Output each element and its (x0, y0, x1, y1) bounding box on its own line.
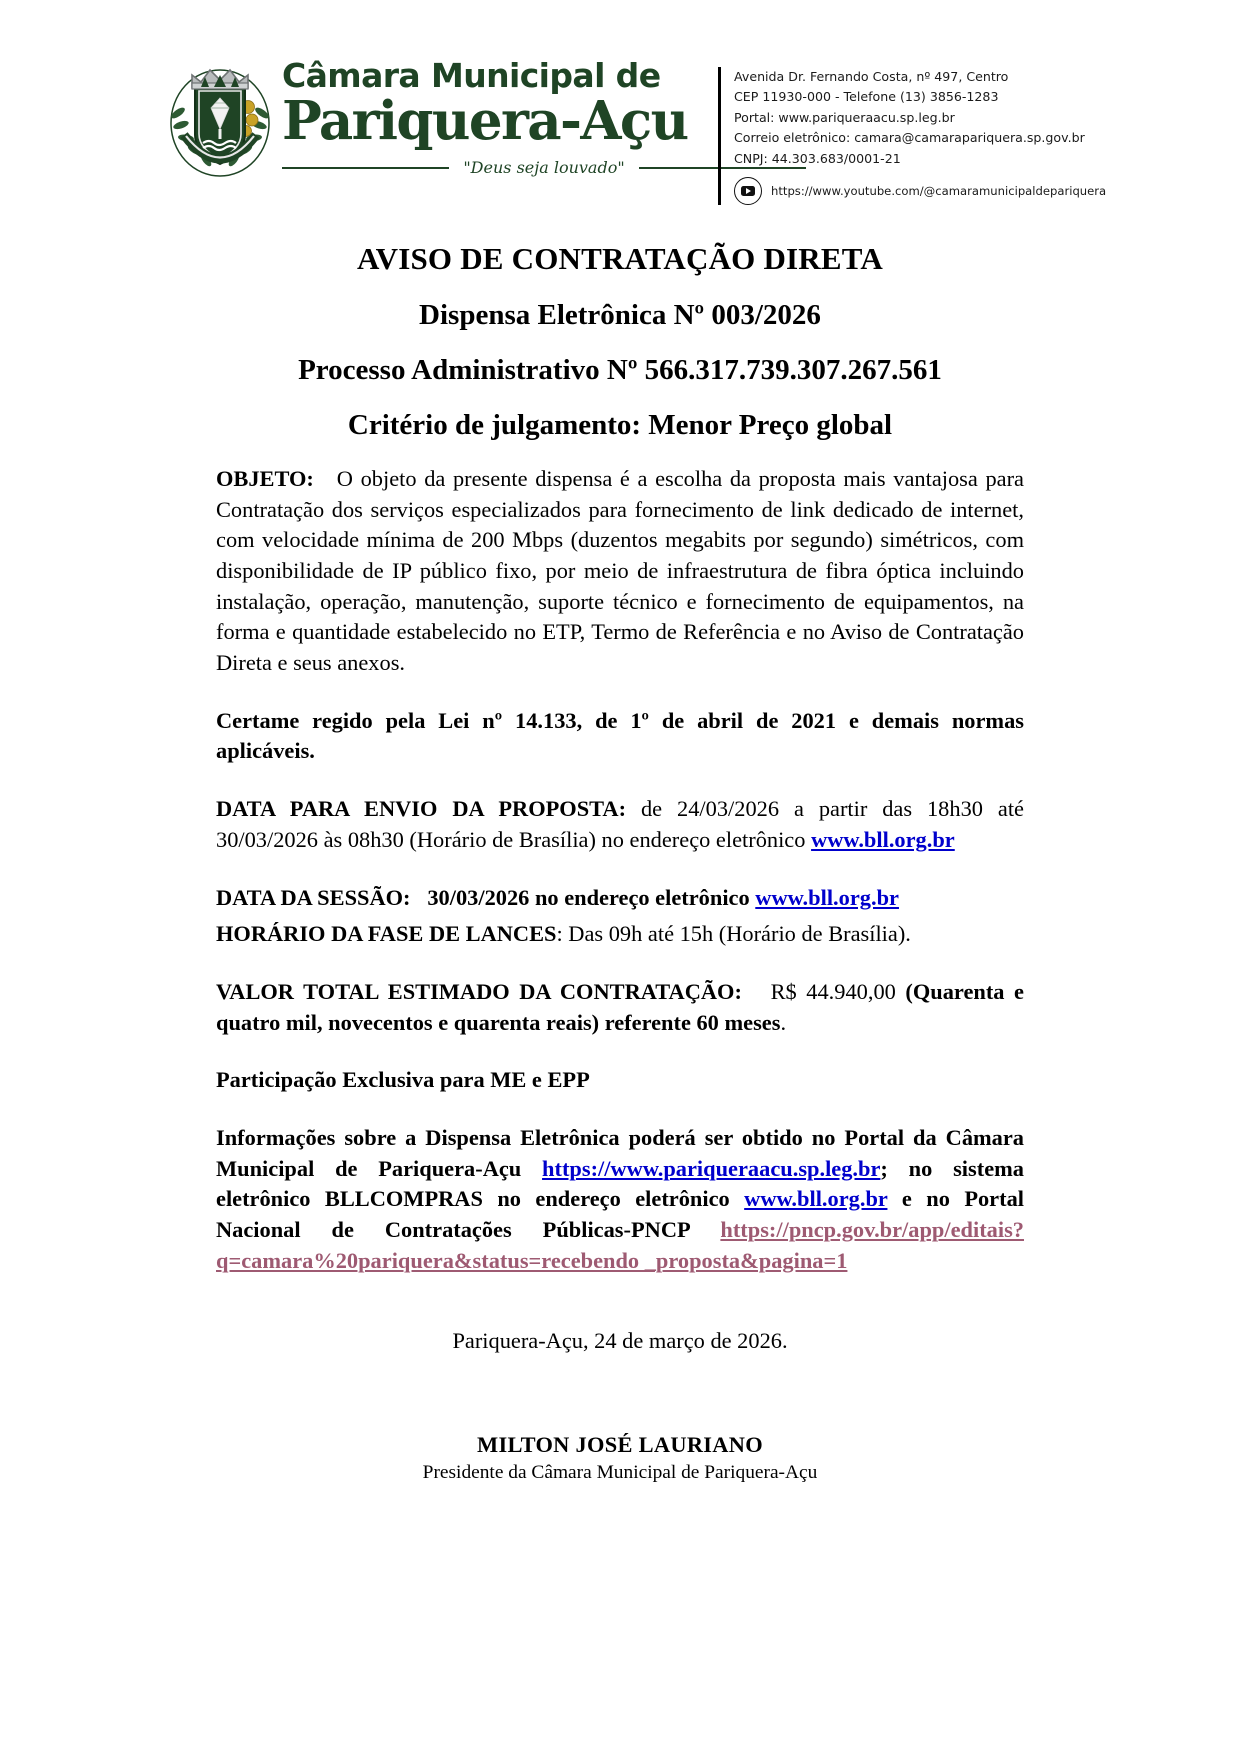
portal-camara-link[interactable]: https://www.pariqueraacu.sp.leg.br (542, 1155, 881, 1181)
objeto-label: OBJETO: (216, 465, 314, 491)
paragraph-sessao (216, 883, 1024, 914)
valor-end: . (780, 1009, 787, 1035)
subtitle-dispensa: Dispensa Eletrônica Nº 003/2026 (419, 298, 821, 331)
paragraph-informacoes (216, 1123, 1024, 1276)
subtitle-processo: Processo Administrativo Nº 566.317.739.307.267.561 (298, 353, 942, 386)
paragraph-valor (216, 977, 1024, 1038)
paragraph-envio-proposta (216, 794, 1024, 855)
youtube-url[interactable]: https://www.youtube.com/@camaramunicipaldepariquera (771, 183, 1107, 198)
signer-role: Presidente da Câmara Municipal de Pariquera-Açu (422, 1462, 818, 1484)
envio-label: DATA PARA ENVIO DA PROPOSTA: (216, 796, 627, 822)
lances-label: HORÁRIO DA FASE DE LANCES (216, 921, 557, 947)
sessao-text: 30/03/2026 no endereço eletrônico (427, 884, 750, 910)
envio-bll-link[interactable]: www.bll.org.br (811, 826, 955, 852)
info-part-1: Informações sobre a Dispensa Eletrônica poderá ser obtido no Portal da Câmara Municipal de Pariquera-Açu (216, 1124, 1024, 1181)
page-title: AVISO DE CONTRATAÇÃO DIRETA (357, 240, 883, 276)
motto-text: "Deus seja louvado" (463, 158, 625, 178)
place-and-date: Pariquera-Açu, 24 de março de 2026. (452, 1328, 788, 1354)
brand-line-1: Câmara Municipal de (282, 56, 661, 95)
sessao-bll-link[interactable]: www.bll.org.br (755, 884, 899, 910)
signature-block (216, 1432, 1024, 1484)
letterhead (0, 0, 1240, 205)
pncp-link[interactable]: https://pncp.gov.br/app/editais?q=camara%20pariquera&status=recebendo _proposta&pagina=1 (216, 1217, 1024, 1273)
contact-block (718, 67, 1106, 205)
contact-cep-phone: CEP 11930-000 - Telefone (13) 3856-1283 (734, 89, 999, 105)
paragraph-objeto (216, 464, 1024, 679)
contact-email: Correio eletrônico: camara@camarapariquera.sp.gov.br (734, 130, 1085, 146)
motto-rule-left (282, 167, 449, 169)
subtitle-criterio: Critério de julgamento: Menor Preço global (347, 408, 893, 441)
info-part-3: e no Portal Nacional de Contratações Públicas-PNCP (216, 1186, 1024, 1243)
paragraph-participacao: Participação Exclusiva para ME e EPP (216, 1067, 590, 1093)
lances-text: : Das 09h até 15h (Horário de Brasília). (556, 921, 911, 947)
valor-amount: R$ 44.940,00 (770, 978, 896, 1004)
paragraph-certame: Certame regido pela Lei nº 14.133, de 1º de abril de 2021 e demais normas aplicáveis. (216, 707, 1024, 764)
valor-extenso: (Quarenta e quatro mil, novecentos e quarenta reais) referente 60 meses (216, 978, 1024, 1035)
objeto-text: O objeto da presente dispensa é a escolha da proposta mais vantajosa para Contratação dos serviços especializados para fornecimento de link dedicado de internet, com velocidade mínima de 200 Mbps (duzentos megabits por segundo) simétricos, com disponibilidade de IP público fixo, por meio de infraestrutura de fibra óptica incluindo instalação, operação, manutenção, suporte técnico e fornecimento de equipamentos, na forma e quantidade estabelecido no ETP, Termo de Referência e no Aviso de Contratação Direta e seus anexos. (216, 465, 1024, 676)
contact-portal: Portal: www.pariqueraacu.sp.leg.br (734, 109, 955, 125)
envio-text: de 24/03/2026 a partir das 18h30 até 30/03/2026 às 08h30 (Horário de Brasília) no endereço eletrônico (216, 796, 1024, 852)
contact-address: Avenida Dr. Fernando Costa, nº 497, Centro (734, 69, 1009, 84)
coat-of-arms-crest (168, 61, 272, 179)
paragraph-lances (216, 919, 1024, 950)
sessao-label: DATA DA SESSÃO: (216, 884, 411, 910)
bll-link[interactable]: www.bll.org.br (744, 1186, 888, 1212)
info-part-2: ; no sistema eletrônico BLLCOMPRAS no endereço eletrônico (216, 1155, 1024, 1212)
brand-lockup (168, 55, 708, 179)
contact-cnpj: CNPJ: 44.303.683/0001-21 (734, 150, 901, 166)
document-body (216, 464, 1024, 1484)
brand-line-2: Pariquera-Açu (282, 90, 688, 152)
valor-label: VALOR TOTAL ESTIMADO DA CONTRATAÇÃO: (216, 978, 742, 1004)
signer-name: MILTON JOSÉ LAURIANO (477, 1432, 763, 1458)
youtube-row[interactable] (734, 177, 1106, 205)
youtube-icon (734, 177, 762, 205)
title-block (0, 241, 1240, 442)
